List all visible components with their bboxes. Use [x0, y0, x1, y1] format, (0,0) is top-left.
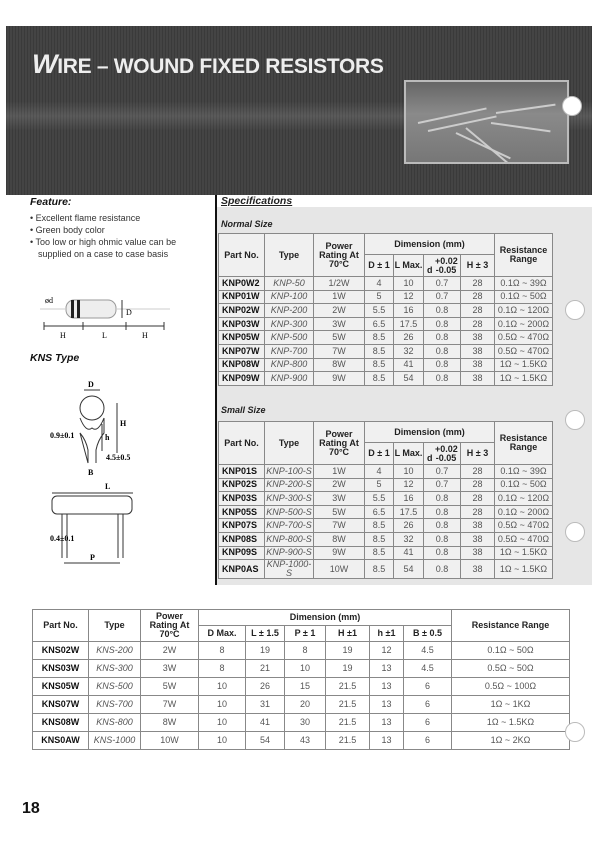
svg-text:L: L — [105, 482, 111, 491]
small-size-table — [218, 421, 553, 579]
svg-text:H: H — [120, 419, 127, 428]
col-power: Power Rating At 70°C — [141, 610, 199, 642]
col-H: H ± 3 — [461, 443, 495, 465]
kns-type-heading: KNS Type — [30, 352, 80, 364]
feature-item: • Too low or high ohmic value can be supplied on a case to case basis — [30, 237, 177, 259]
svg-text:P: P — [90, 553, 95, 562]
small-size-heading: Small Size — [221, 405, 266, 415]
kns-table — [32, 609, 570, 750]
feature-item: • Green body color — [30, 225, 105, 235]
col-resistance: Resistance Range — [495, 422, 553, 465]
col-resistance: Resistance Range — [495, 234, 553, 277]
svg-text:L: L — [102, 331, 107, 340]
col-dim: D Max. — [199, 626, 246, 642]
table-row: KNP05W KNP-500 5W 8.5 26 0.8 38 0.5Ω ~ 470Ω — [219, 331, 553, 345]
table-row: KNP09W KNP-900 9W 8.5 54 0.8 38 1Ω ~ 1.5KΩ — [219, 372, 553, 386]
col-type: Type — [265, 422, 314, 465]
col-d: d +0.02 -0.05 — [424, 255, 461, 277]
svg-text:0.4±0.1: 0.4±0.1 — [50, 534, 75, 543]
svg-text:D: D — [126, 308, 132, 317]
col-d: d +0.02 -0.05 — [424, 443, 461, 465]
col-D: D ± 1 — [365, 443, 394, 465]
col-type: Type — [89, 610, 141, 642]
table-row: KNS05W KNS-500 5W 10 26 15 21.5 13 6 0.5Ω ~ 100Ω — [33, 678, 570, 696]
page-title: WIRE – WOUND FIXED RESISTORS — [32, 49, 384, 79]
col-H: H ± 3 — [461, 255, 495, 277]
col-dim: B ± 0.5 — [404, 626, 452, 642]
resistors-photo — [404, 80, 569, 164]
table-row: KNS08W KNS-800 8W 10 41 30 21.5 13 6 1Ω ~ 1.5KΩ — [33, 714, 570, 732]
svg-text:H: H — [60, 331, 66, 340]
table-row: KNP08S KNP-800-S 8W 8.5 32 0.8 38 0.5Ω ~ 470Ω — [219, 532, 553, 546]
col-resistance: Resistance Range — [452, 610, 570, 642]
table-row: KNP03S KNP-300-S 3W 5.5 16 0.8 28 0.1Ω ~ 120Ω — [219, 492, 553, 506]
table-row: KNP07W KNP-700 7W 8.5 32 0.8 38 0.5Ω ~ 470Ω — [219, 344, 553, 358]
svg-text:ød: ød — [45, 296, 53, 305]
normal-size-table — [218, 233, 553, 386]
svg-text:4.5±0.5: 4.5±0.5 — [106, 453, 131, 462]
page-number: 18 — [22, 800, 40, 817]
col-dim: h ±1 — [370, 626, 404, 642]
col-dim: H ±1 — [326, 626, 370, 642]
specifications-heading: Specifications — [221, 195, 293, 207]
binder-hole — [565, 522, 585, 542]
table-row: KNP02W KNP-200 2W 5.5 16 0.8 28 0.1Ω ~ 120Ω — [219, 304, 553, 318]
col-part-no: Part No. — [219, 422, 265, 465]
col-part-no: Part No. — [33, 610, 89, 642]
col-dimension: Dimension (mm) — [365, 234, 495, 255]
table-row: KNS07W KNS-700 7W 10 31 20 21.5 13 6 1Ω ~ 1KΩ — [33, 696, 570, 714]
binder-hole — [565, 722, 585, 742]
table-row: KNS0AW KNS-1000 10W 10 54 43 21.5 13 6 1Ω ~ 2KΩ — [33, 732, 570, 750]
table-row: KNS02W KNS-200 2W 8 19 8 19 12 4.5 0.1Ω ~ 50Ω — [33, 642, 570, 660]
col-type: Type — [265, 234, 314, 277]
col-power: Power Rating At 70°C — [314, 422, 365, 465]
svg-text:D: D — [88, 380, 94, 389]
table-row: KNP02S KNP-200-S 2W 5 12 0.7 28 0.1Ω ~ 50Ω — [219, 478, 553, 492]
feature-item: • Excellent flame resistance — [30, 213, 141, 223]
svg-text:h: h — [105, 433, 110, 442]
col-D: D ± 1 — [365, 255, 394, 277]
table-row: KNP08W KNP-800 8W 8.5 41 0.8 38 1Ω ~ 1.5KΩ — [219, 358, 553, 372]
col-part-no: Part No. — [219, 234, 265, 277]
col-dim: P ± 1 — [285, 626, 326, 642]
table-row: KNP03W KNP-300 3W 6.5 17.5 0.8 28 0.1Ω ~ 200Ω — [219, 317, 553, 331]
table-row: KNP09S KNP-900-S 9W 8.5 41 0.8 38 1Ω ~ 1.5KΩ — [219, 546, 553, 560]
header-banner — [6, 26, 592, 195]
col-dim: L ± 1.5 — [246, 626, 285, 642]
axial-resistor-diagram — [40, 290, 170, 340]
table-row: KNP05S KNP-500-S 5W 6.5 17.5 0.8 28 0.1Ω ~ 200Ω — [219, 505, 553, 519]
binder-hole — [565, 300, 585, 320]
svg-text:B: B — [88, 468, 94, 477]
svg-text:0.9±0.1: 0.9±0.1 — [50, 431, 75, 440]
kns-diagram — [50, 378, 210, 568]
col-dimension: Dimension (mm) — [199, 610, 452, 626]
table-row: KNP0AS KNP-1000-S 10W 8.5 54 0.8 38 1Ω ~ 1.5KΩ — [219, 560, 553, 579]
binder-hole — [565, 410, 585, 430]
feature-heading: Feature: — [30, 196, 72, 208]
normal-size-heading: Normal Size — [221, 219, 273, 229]
table-row: KNP01S KNP-100-S 1W 4 10 0.7 28 0.1Ω ~ 39Ω — [219, 465, 553, 479]
feature-list — [30, 196, 180, 260]
col-dimension: Dimension (mm) — [365, 422, 495, 443]
binder-hole — [562, 96, 582, 116]
table-row: KNP07S KNP-700-S 7W 8.5 26 0.8 38 0.5Ω ~ 470Ω — [219, 519, 553, 533]
svg-text:H: H — [142, 331, 148, 340]
table-row: KNP0W2 KNP-50 1/2W 4 10 0.7 28 0.1Ω ~ 39Ω — [219, 277, 553, 291]
col-L: L Max. — [394, 255, 424, 277]
table-row: KNS03W KNS-300 3W 8 21 10 19 13 4.5 0.5Ω ~ 50Ω — [33, 660, 570, 678]
table-row: KNP01W KNP-100 1W 5 12 0.7 28 0.1Ω ~ 50Ω — [219, 290, 553, 304]
col-power: Power Rating At 70°C — [314, 234, 365, 277]
col-L: L Max. — [394, 443, 424, 465]
